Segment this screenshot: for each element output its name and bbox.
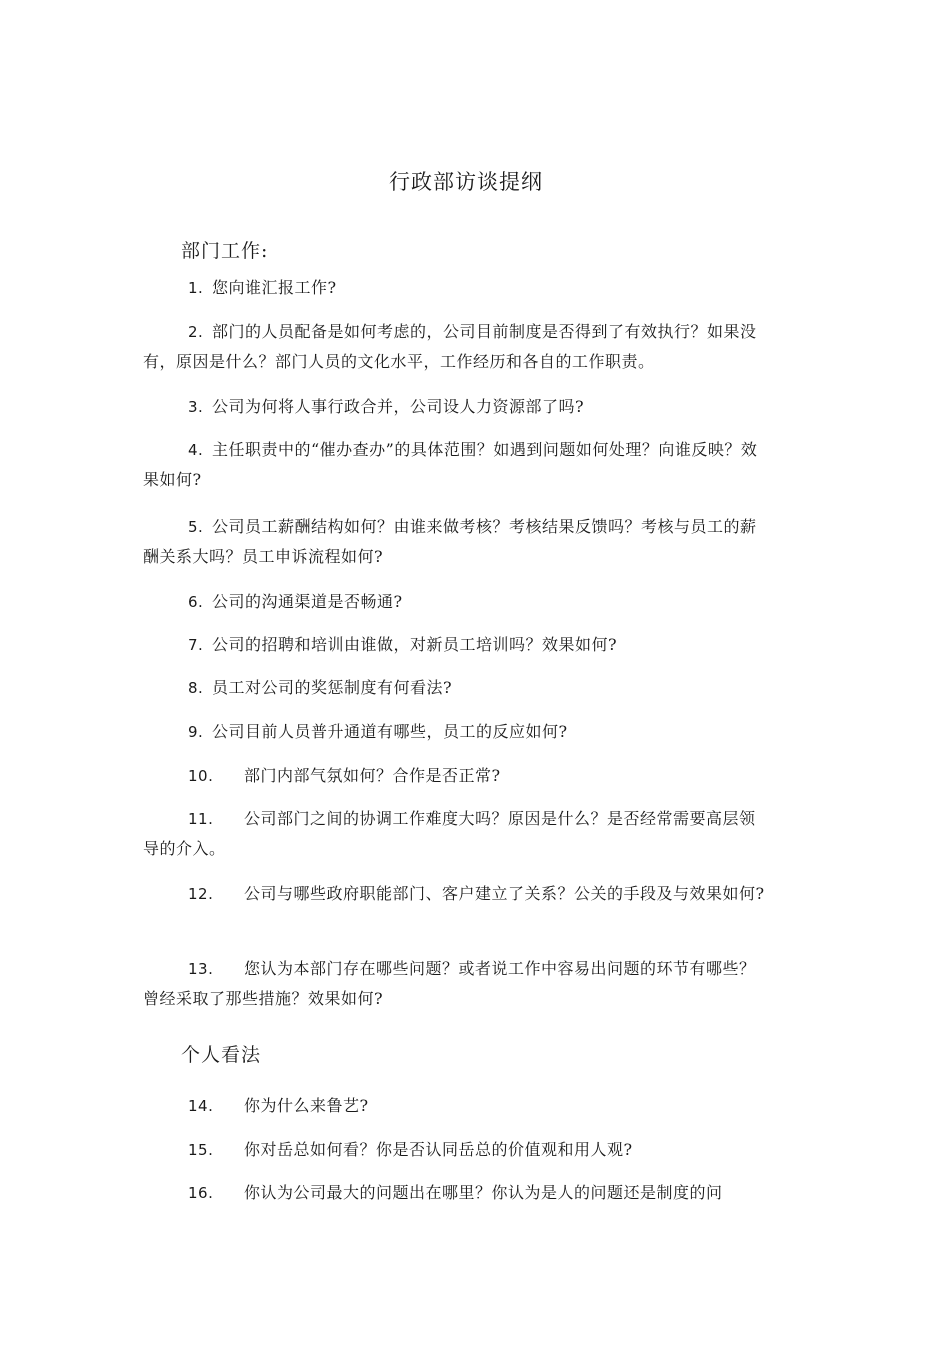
item-text: 主任职责中的“催办查办”的具体范围？如遇到问题如何处理？向谁反映？效果如何?	[143, 440, 758, 489]
item-text: 你认为公司最大的问题出在哪里？你认为是人的问题还是制度的问	[244, 1183, 723, 1202]
item-text: 公司员工薪酬结构如何？由谁来做考核？考核结果反馈吗？考核与员工的薪酬关系大吗？员工申诉流程如何?	[143, 517, 757, 566]
list-item	[143, 392, 768, 422]
item-number: 11.	[188, 810, 214, 828]
list-item	[143, 273, 768, 303]
list-item	[143, 587, 768, 617]
list-item	[143, 879, 768, 909]
item-text: 您向谁汇报工作?	[212, 278, 337, 297]
list-item	[143, 317, 768, 377]
item-number: 10.	[188, 767, 214, 785]
list-item	[143, 761, 768, 791]
item-number: 4.	[188, 441, 204, 459]
item-number: 15.	[188, 1141, 214, 1159]
item-number: 7.	[188, 636, 204, 654]
list-item	[143, 1091, 768, 1121]
list-item	[143, 673, 768, 703]
item-number: 6.	[188, 593, 204, 611]
item-text: 你对岳总如何看？你是否认同岳总的价值观和用人观?	[244, 1140, 633, 1159]
item-text: 公司部门之间的协调工作难度大吗？原因是什么？是否经常需要高层领导的介入。	[143, 809, 756, 858]
item-number: 16.	[188, 1184, 214, 1202]
item-number: 3.	[188, 398, 204, 416]
item-number: 5.	[188, 518, 204, 536]
list-item	[143, 435, 768, 495]
item-text: 公司为何将人事行政合并，公司设人力资源部了吗?	[212, 397, 585, 416]
section-heading-personal-views: 个人看法	[181, 1044, 262, 1066]
item-text: 公司目前人员普升通道有哪些，员工的反应如何?	[212, 722, 568, 741]
item-text: 你为什么来鲁艺?	[244, 1096, 369, 1115]
list-item	[143, 804, 768, 864]
item-number: 13.	[188, 960, 214, 978]
list-item	[143, 717, 768, 747]
section-heading-department-work: 部门工作:	[181, 240, 269, 262]
item-text: 公司的沟通渠道是否畅通?	[212, 592, 403, 611]
list-item	[143, 1178, 768, 1208]
item-text: 您认为本部门存在哪些问题？或者说工作中容易出问题的环节有哪些？曾经采取了那些措施？效果如何?	[143, 959, 756, 1008]
item-number: 14.	[188, 1097, 214, 1115]
list-item	[143, 954, 768, 1014]
item-number: 8.	[188, 679, 204, 697]
item-text: 部门内部气氛如何？合作是否正常?	[244, 766, 501, 785]
list-item	[143, 1135, 768, 1165]
item-text: 公司与哪些政府职能部门、客户建立了关系？公关的手段及与效果如何?	[244, 884, 765, 903]
item-number: 9.	[188, 723, 204, 741]
item-number: 2.	[188, 323, 204, 341]
item-text: 员工对公司的奖惩制度有何看法?	[212, 678, 453, 697]
list-item	[143, 512, 768, 572]
list-item	[143, 630, 768, 660]
item-text: 公司的招聘和培训由谁做，对新员工培训吗？效果如何?	[212, 635, 618, 654]
item-number: 12.	[188, 885, 214, 903]
item-number: 1.	[188, 279, 204, 297]
item-text: 部门的人员配备是如何考虑的，公司目前制度是否得到了有效执行？如果没有，原因是什么？部门人员的文化水平，工作经历和各自的工作职责。	[143, 322, 757, 371]
page-title: 行政部访谈提纲	[389, 170, 543, 194]
